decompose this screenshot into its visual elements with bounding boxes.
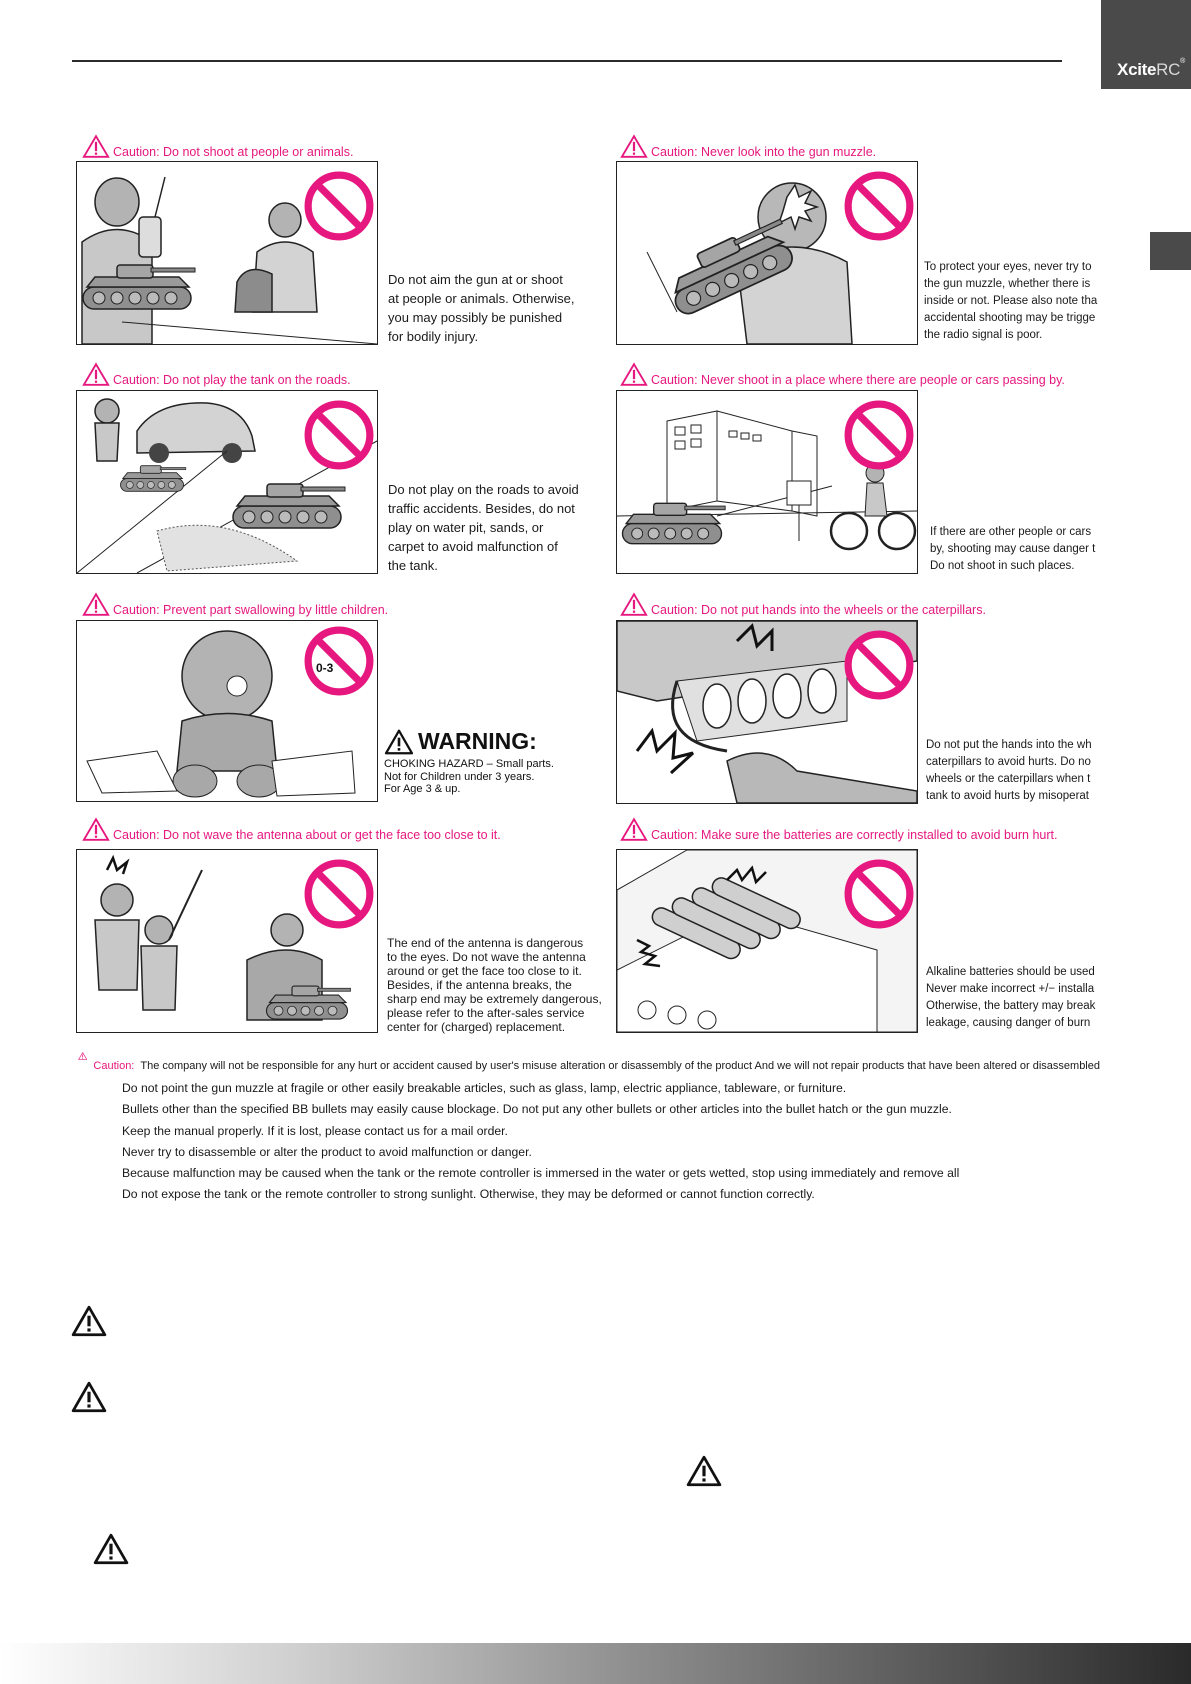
caution-icon <box>78 1040 87 1072</box>
caution-description: Do not aim the gun at or shoot at people or animals. Otherwise, you may possibly be punished for bodily injury. <box>388 272 575 344</box>
caution-icon <box>620 362 648 387</box>
general-caution <box>78 1040 1100 1072</box>
section-tab <box>1150 232 1191 270</box>
caution-caption: Caution: Do not shoot at people or animals. <box>82 131 353 159</box>
list-item: Keep the manual properly. If it is lost, please contact us for a mail order. <box>122 1123 508 1138</box>
general-caution-label: Caution: <box>93 1060 135 1072</box>
prohibited-icon <box>303 858 375 930</box>
prohibited-icon <box>843 858 915 930</box>
caution-caption: Caution: Do not play the tank on the roads. <box>82 359 351 387</box>
prohibited-icon <box>843 399 915 471</box>
general-caution-list <box>122 1078 1102 1206</box>
prohibited-icon <box>843 170 915 242</box>
prohibited-icon <box>303 170 375 242</box>
warning-title: WARNING: <box>384 728 554 755</box>
caution-caption: Caution: Do not wave the antenna about or get the face too close to it. <box>82 814 501 842</box>
choking-warning <box>384 728 554 796</box>
age-label: 0-3 <box>316 661 334 675</box>
warning-icon <box>71 1305 107 1337</box>
illustration-panel <box>616 161 918 345</box>
caution-icon <box>620 817 648 842</box>
illustration-panel <box>76 390 378 574</box>
caution-description: Alkaline batteries should be used Never make incorrect +/− installa Otherwise, the battery may break leakage, causing danger of burn <box>926 966 1096 1029</box>
caution-icon <box>82 592 110 617</box>
caution-icon <box>82 817 110 842</box>
caution-icon <box>82 134 110 159</box>
illustration-panel <box>76 161 378 345</box>
caution-description: If there are other people or cars by, shooting may cause danger t Do not shoot in such places. <box>930 526 1096 572</box>
header-rule <box>72 60 1062 62</box>
general-caution-text: The company will not be responsible for any hurt or accident caused by user's misuse alteration or disassembly of the product And we will not repair products that have been altered or disassembled <box>140 1060 1100 1072</box>
age-restriction-icon <box>303 625 375 697</box>
illustration-panel <box>616 390 918 574</box>
list-item: Bullets other than the specified BB bullets may easily cause blockage. Do not put any other bullets or other articles into the bullet hatch or the gun muzzle. <box>122 1102 952 1117</box>
warning-icon <box>93 1533 129 1565</box>
list-item: Do not expose the tank or the remote controller to strong sunlight. Otherwise, they may be deformed or cannot function correctly. <box>122 1187 815 1202</box>
list-item: Do not point the gun muzzle at fragile or other easily breakable articles, such as glass, lamp, electric appliance, tableware, or furniture. <box>122 1081 847 1095</box>
warning-text: CHOKING HAZARD – Small parts. Not for Children under 3 years. For Age 3 & up. <box>384 758 554 795</box>
footer-gradient-bar <box>0 1643 1191 1684</box>
caution-description: Do not put the hands into the wh caterpillars to avoid hurts. Do no wheels or the caterpillars when t tank to avoid hurts by misoperat <box>926 739 1092 802</box>
caution-caption: Caution: Never shoot in a place where there are people or cars passing by. <box>620 359 1065 387</box>
prohibited-icon <box>303 399 375 471</box>
caution-description: To protect your eyes, never try to the gun muzzle, whether there is inside or not. Please also note tha accidental shooting may be trigge the radio signal is poor. <box>924 261 1098 341</box>
caution-caption: Caution: Never look into the gun muzzle. <box>620 131 876 159</box>
caution-description: Do not play on the roads to avoid traffic accidents. Besides, do not play on water pit, sands, or carpet to avoid malfunction of the tank. <box>388 482 579 573</box>
illustration-panel <box>76 620 378 802</box>
warning-icon <box>686 1455 722 1487</box>
brand-logo: XciteRC® <box>1117 58 1185 79</box>
caution-icon <box>82 362 110 387</box>
warning-icon <box>384 729 414 755</box>
caution-icon <box>620 592 648 617</box>
list-item: Never try to disassemble or alter the product to avoid malfunction or danger. <box>122 1144 532 1159</box>
illustration-panel <box>616 620 918 804</box>
caution-icon <box>620 134 648 159</box>
illustration-panel <box>616 849 918 1033</box>
brand-tab <box>1101 0 1191 89</box>
caution-caption: Caution: Prevent part swallowing by little children. <box>82 589 388 617</box>
caution-description: The end of the antenna is dangerous to the eyes. Do not wave the antenna around or get the face too close to it. Besides, if the antenna breaks, the sharp end may be extremely dangerous, please refer to the after-sales service center for (charged) replacement. <box>387 936 602 1034</box>
list-item: Because malfunction may be caused when the tank or the remote controller is immersed in the water or gets wetted, stop using immediately and remove all <box>122 1166 960 1181</box>
warning-icon <box>71 1381 107 1413</box>
caution-caption: Caution: Do not put hands into the wheels or the caterpillars. <box>620 589 986 617</box>
prohibited-icon <box>843 629 915 701</box>
illustration-panel <box>76 849 378 1033</box>
caution-caption: Caution: Make sure the batteries are correctly installed to avoid burn hurt. <box>620 814 1057 842</box>
